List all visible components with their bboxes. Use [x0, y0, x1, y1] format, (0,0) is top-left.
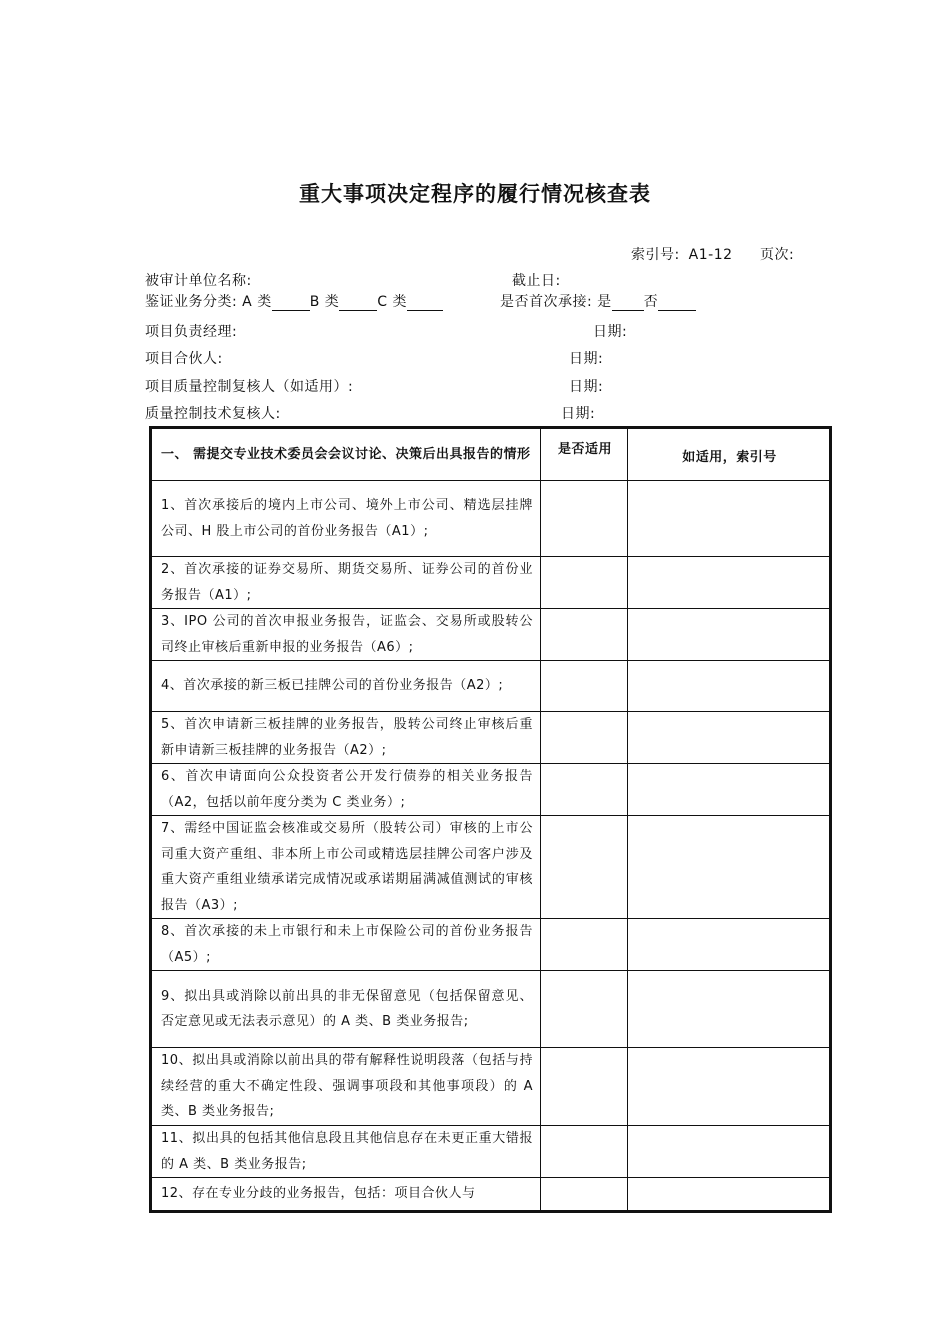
eqcr-label: 项目质量控制复核人（如适用）: [145, 379, 354, 395]
first-engagement-no: 否 [643, 294, 659, 310]
table-row [152, 609, 830, 661]
row-5-applicable[interactable] [541, 712, 628, 764]
header-applicable: 是否适用 [541, 429, 628, 481]
row-2-applicable[interactable] [541, 557, 628, 609]
table-row [152, 919, 830, 971]
row-11-index[interactable] [628, 1126, 830, 1178]
row-3-applicable[interactable] [541, 609, 628, 661]
row-8-applicable[interactable] [541, 919, 628, 971]
audited-entity-label: 被审计单位名称: [145, 273, 252, 289]
class-a-blank[interactable] [272, 296, 310, 311]
row-5-text: 5、首次申请新三板挂牌的业务报告，股转公司终止审核后重新申请新三板挂牌的业务报告（A2）; [152, 712, 541, 764]
table-row [152, 661, 830, 712]
row-4-index[interactable] [628, 661, 830, 712]
row-6-applicable[interactable] [541, 764, 628, 816]
row-9-index[interactable] [628, 971, 830, 1048]
cutoff-label: 截止日: [512, 273, 561, 289]
partner-label: 项目合伙人: [145, 351, 223, 367]
class-c-blank[interactable] [407, 296, 443, 311]
table-row [152, 971, 830, 1048]
index-line [631, 244, 733, 264]
row-3-text: 3、IPO 公司的首次申报业务报告，证监会、交易所或股转公司终止审核后重新申报的业务报告（A6）; [152, 609, 541, 661]
table-row [152, 712, 830, 764]
row-12-applicable[interactable] [541, 1178, 628, 1211]
row-6-text: 6、首次申请面向公众投资者公开发行债券的相关业务报告（A2，包括以前年度分类为 C 类业务）; [152, 764, 541, 816]
row-2-text: 2、首次承接的证券交易所、期货交易所、证券公司的首份业务报告（A1）; [152, 557, 541, 609]
row-9-text: 9、拟出具或消除以前出具的非无保留意见（包括保留意见、否定意见或无法表示意见）的 A 类、B 类业务报告; [152, 971, 541, 1048]
row-1-text: 1、首次承接后的境内上市公司、境外上市公司、精选层挂牌公司、H 股上市公司的首份业务报告（A1）; [152, 481, 541, 557]
row-5-index[interactable] [628, 712, 830, 764]
table-row [152, 1126, 830, 1178]
row-11-text: 11、拟出具的包括其他信息段且其他信息存在未更正重大错报的 A 类、B 类业务报告; [152, 1126, 541, 1178]
table-row [152, 481, 830, 557]
table-row [152, 764, 830, 816]
classification-line [145, 291, 443, 311]
qc-tech-date-label: 日期: [561, 406, 596, 422]
row-10-text: 10、拟出具或消除以前出具的带有解释性说明段落（包括与持续经营的重大不确定性段、强调事项段和其他事项段）的 A 类、B 类业务报告; [152, 1048, 541, 1126]
first-engagement-label: 是否首次承接: [500, 294, 593, 310]
qc-tech-label: 质量控制技术复核人: [145, 406, 281, 422]
table-row [152, 1048, 830, 1126]
row-12-text: 12、存在专业分歧的业务报告，包括：项目合伙人与 [152, 1178, 541, 1211]
row-12-index[interactable] [628, 1178, 830, 1211]
first-engagement-line [500, 291, 696, 311]
row-2-index[interactable] [628, 557, 830, 609]
partner-date-label: 日期: [569, 351, 604, 367]
first-engagement-no-blank[interactable] [658, 296, 696, 311]
index-label: 索引号: [631, 247, 680, 263]
first-engagement-yes: 是 [597, 294, 612, 310]
header-situation: 一、 需提交专业技术委员会会议讨论、决策后出具报告的情形 [152, 429, 541, 481]
row-7-index[interactable] [628, 816, 830, 919]
first-engagement-yes-blank[interactable] [612, 296, 644, 311]
page-label: 页次: [760, 247, 795, 263]
header-index-ref: 如适用，索引号 [628, 429, 830, 481]
table-row [152, 557, 830, 609]
row-11-applicable[interactable] [541, 1126, 628, 1178]
row-3-index[interactable] [628, 609, 830, 661]
row-4-applicable[interactable] [541, 661, 628, 712]
class-a: A 类 [242, 294, 272, 310]
row-4-text: 4、首次承接的新三板已挂牌公司的首份业务报告（A2）; [152, 661, 541, 712]
row-7-applicable[interactable] [541, 816, 628, 919]
row-10-applicable[interactable] [541, 1048, 628, 1126]
class-b-blank[interactable] [339, 296, 377, 311]
page-title: 重大事项决定程序的履行情况核查表 [299, 182, 651, 206]
row-8-index[interactable] [628, 919, 830, 971]
table-header-row [152, 429, 830, 481]
eqcr-date-label: 日期: [569, 379, 604, 395]
class-c: C 类 [377, 294, 407, 310]
row-9-applicable[interactable] [541, 971, 628, 1048]
row-10-index[interactable] [628, 1048, 830, 1126]
project-manager-date-label: 日期: [593, 324, 628, 340]
project-manager-label: 项目负责经理: [145, 324, 238, 340]
checklist-table [151, 428, 830, 1211]
class-b: B 类 [309, 294, 340, 310]
table-row [152, 816, 830, 919]
index-value: A1-12 [688, 247, 733, 263]
row-8-text: 8、首次承接的未上市银行和未上市保险公司的首份业务报告（A5）; [152, 919, 541, 971]
row-1-applicable[interactable] [541, 481, 628, 557]
row-7-text: 7、需经中国证监会核准或交易所（股转公司）审核的上市公司重大资产重组、非本所上市公司或精选层挂牌公司客户涉及重大资产重组业绩承诺完成情况或承诺期届满减值测试的审核报告（A3）; [152, 816, 541, 919]
classification-label: 鉴证业务分类: [145, 294, 238, 310]
row-1-index[interactable] [628, 481, 830, 557]
table-row [152, 1178, 830, 1211]
row-6-index[interactable] [628, 764, 830, 816]
